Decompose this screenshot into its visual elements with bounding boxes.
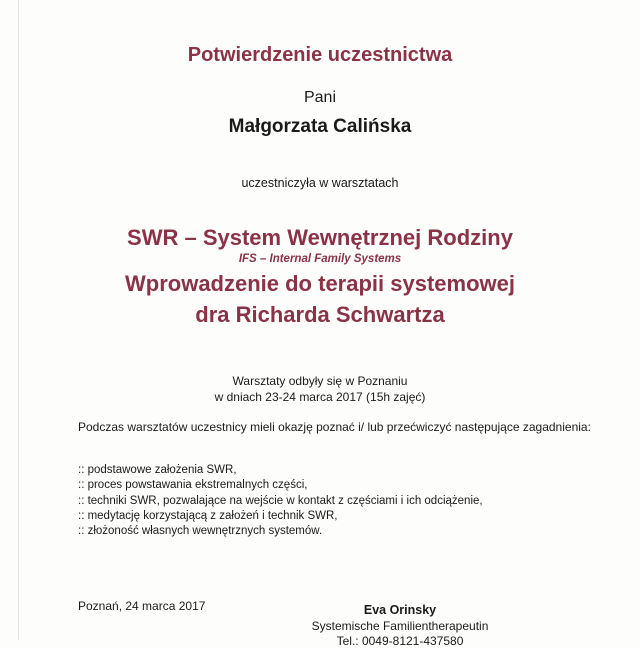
list-item: :: podstawowe założenia SWR,	[78, 464, 237, 476]
location-line: Warsztaty odbyły się w Poznaniu	[232, 374, 408, 388]
list-item: :: proces powstawania ekstremalnych części,	[78, 479, 308, 492]
topics-intro: Podczas warsztatów uczestnicy mieli okazję poznać i/ lub przećwiczyć następujące zagadnienia:	[78, 420, 591, 434]
signatory-role: Systemische Familientherapeutin	[311, 619, 489, 633]
participation-text: uczestniczyła w warsztatach	[241, 176, 399, 190]
list-item: :: złożoność własnych wewnętrznych systemów.	[78, 525, 323, 538]
workshop-line-3: dra Richarda Schwartza	[195, 302, 445, 327]
dates-line: w dniach 23-24 marca 2017 (15h zajęć)	[214, 390, 426, 404]
place-date: Poznań, 24 marca 2017	[78, 599, 206, 613]
list-item: :: medytację korzystającą z założeń i technik SWR,	[78, 509, 338, 522]
workshop-line-2: Wprowadzenie do terapii systemowej	[125, 271, 515, 296]
certificate-title: Potwierdzenie uczestnictwa	[187, 44, 453, 66]
signatory-phone: Tel.: 0049-8121-437580	[336, 634, 464, 648]
topics-list	[78, 463, 483, 539]
salutation: Pani	[303, 89, 337, 106]
participant-name: Małgorzata Calińska	[228, 116, 412, 137]
workshop-subtitle: IFS – Internal Family Systems	[238, 253, 402, 265]
list-item: :: techniki SWR, pozwalające na wejście w kontakt z częściami i ich odciążenie,	[78, 494, 483, 507]
signatory-name: Eva Orinsky	[363, 603, 437, 617]
workshop-title: SWR – System Wewnętrznej Rodziny	[127, 225, 513, 250]
